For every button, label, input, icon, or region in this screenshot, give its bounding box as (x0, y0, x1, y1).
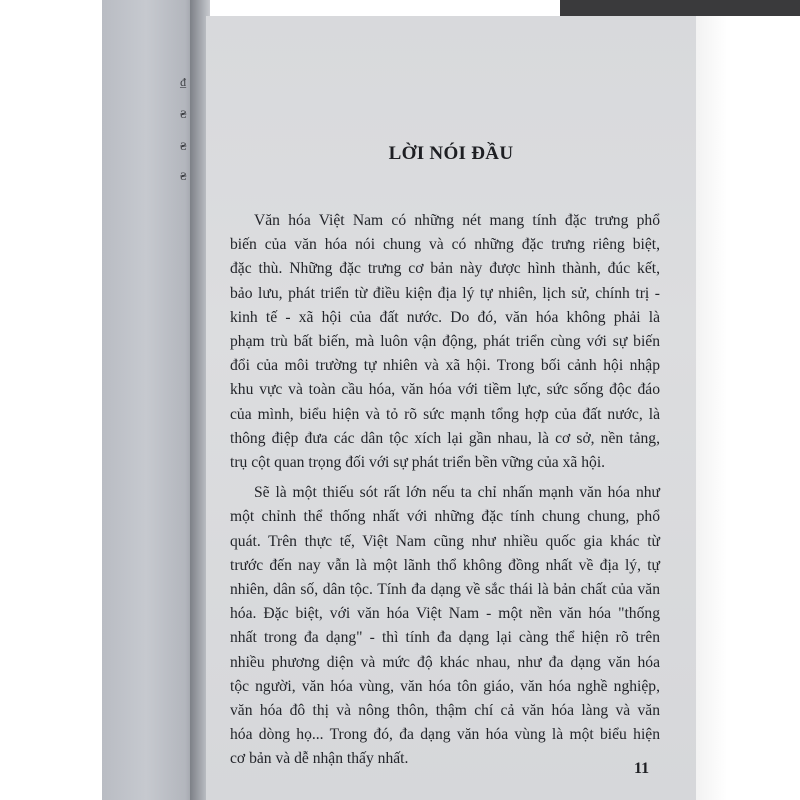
text-line: cơ bản và dễ nhận thấy nhất. (230, 750, 409, 768)
text-line: Văn hóa Việt Nam có những nét mang tính đặc trưng phổ (254, 212, 660, 229)
text-line: nhiên, dân số, dân tộc. Tính đa dạng về sắc thái là bản chất của văn (230, 581, 660, 599)
text-line: nhiều phương diện và mức độ khác nhau, như đa dạng văn hóa (230, 653, 660, 671)
page-number: 11 (634, 760, 650, 777)
text-line: trước đến nay vẫn là một lãnh thổ không đồng nhất về địa lý, tự (230, 556, 660, 574)
text-line: phạm trù bất biến, mà luôn vận động, phát triển cùng với sự biến (230, 333, 660, 351)
body-text (230, 209, 660, 778)
text-line: biến của văn hóa nói chung và có những đặc trưng riêng biệt, (230, 236, 660, 254)
text-line: kinh tế - xã hội của đất nước. Do đó, văn hóa không phải là (230, 308, 660, 326)
text-line: của mình, biểu hiện và tỏ rõ sức mạnh tổng hợp của đất nước, là (230, 405, 660, 423)
text-line: tộc người, văn hóa vùng, văn hóa tôn giáo, văn hóa nghề nghiệp, (230, 677, 660, 695)
left-page-glyph: ₴ (180, 169, 187, 183)
text-line: Sẽ là một thiếu sót rất lớn nếu ta chỉ nhấn mạnh văn hóa như (254, 484, 660, 502)
text-line: hóa. Đặc biệt, với văn hóa Việt Nam - một nền văn hóa "thống (230, 605, 660, 623)
text-line: khu vực và toàn cầu hóa, văn hóa với tiềm lực, sức sống độc đáo (230, 381, 660, 399)
left-facing-page (102, 0, 200, 800)
text-line: đổi của môi trường tự nhiên và xã hội. Trong bối cảnh hội nhập (230, 357, 660, 375)
left-page-glyph: ₴ (180, 139, 187, 153)
page-title: LỜI NÓI ĐẦU (388, 143, 514, 164)
text-line: một chỉnh thể thống nhất với những đặc tính chung chung, phổ (230, 508, 660, 526)
text-line: trụ cột quan trọng đối với sự phát triển bền vững của xã hội. (230, 454, 606, 472)
text-line: đặc thù. Những đặc trưng cơ bản này được hình thành, đúc kết, (230, 260, 660, 278)
text-line: thông điệp đưa các dân tộc xích lại gần nhau, là cơ sở, nền tảng, (230, 429, 660, 447)
text-line: hóa dòng họ... Trong đó, đa dạng văn hóa vùng là một biểu hiện (230, 726, 660, 744)
text-line: văn hóa đô thị và nông thôn, thậm chí cả văn hóa làng và văn (230, 702, 660, 720)
text-line: quát. Trên thực tế, Việt Nam cũng như nhiều quốc gia khác từ (230, 532, 660, 550)
text-line: bảo lưu, phát triển từ điều kiện địa lý tự nhiên, lịch sử, chính trị - (230, 284, 660, 302)
page-edge-background (696, 16, 800, 800)
left-page-glyph: ₴ (180, 107, 187, 121)
text-line: nhất trong đa dạng" - thì tính đa dạng lại càng thể hiện rõ trên (230, 629, 660, 647)
paragraph-1 (230, 209, 660, 475)
left-page-glyph: ₫ (180, 75, 187, 89)
paragraph-2 (230, 481, 660, 771)
